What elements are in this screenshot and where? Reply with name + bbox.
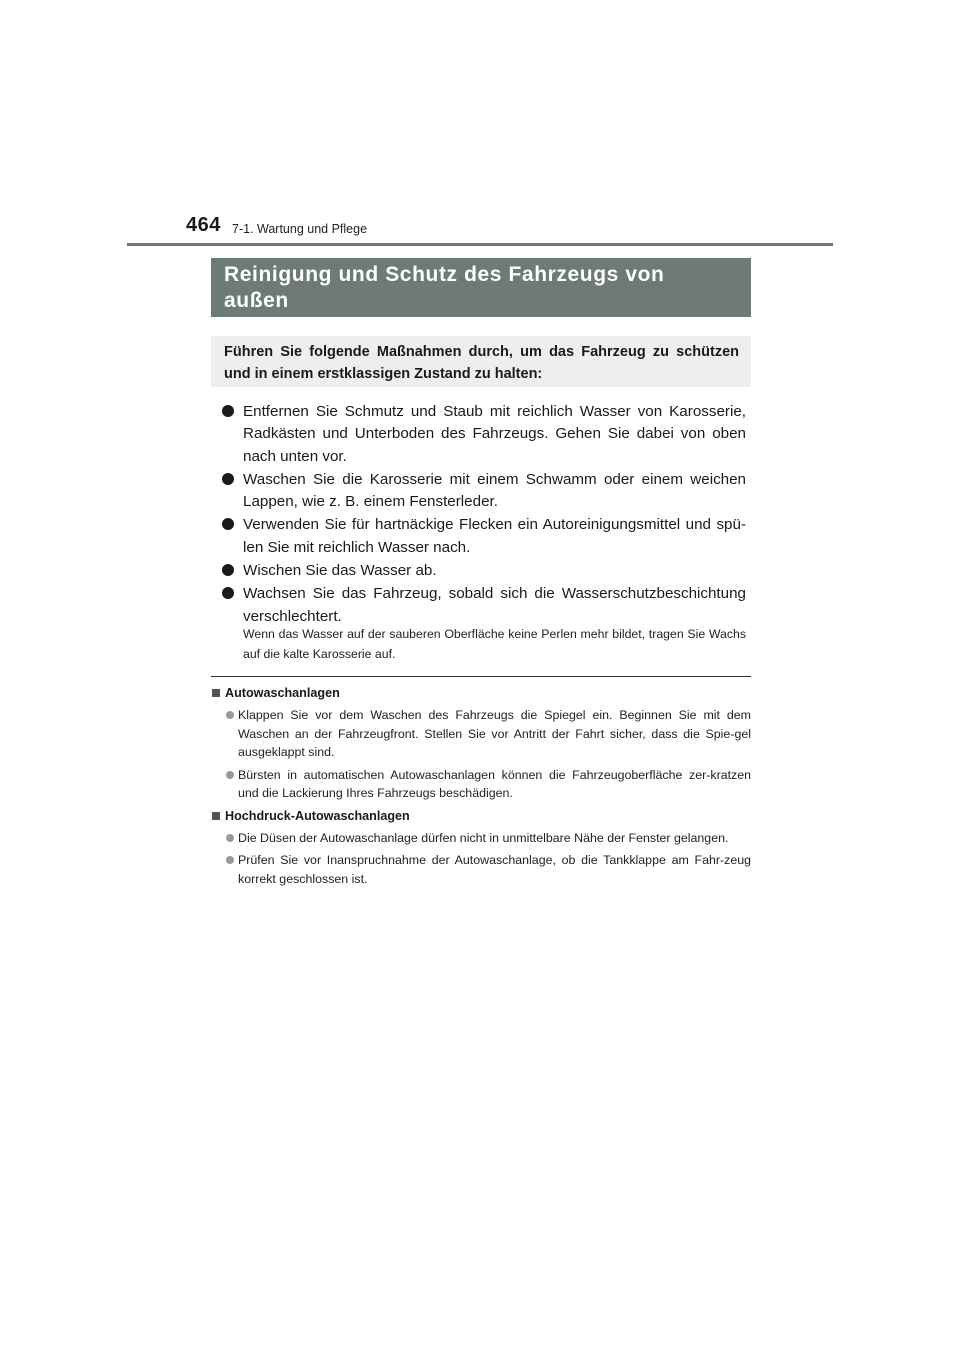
info-sections — [211, 684, 751, 892]
list-item — [222, 514, 746, 559]
info-heading — [211, 807, 751, 825]
list-item — [222, 583, 746, 628]
info-item — [211, 706, 751, 762]
list-item — [222, 469, 746, 514]
bullet-icon — [222, 405, 234, 417]
dot-bullet-icon — [226, 856, 234, 864]
dot-bullet-icon — [226, 834, 234, 842]
square-bullet-icon — [212, 689, 220, 697]
info-heading — [211, 684, 751, 702]
section-title-box — [211, 258, 751, 317]
dot-bullet-icon — [226, 771, 234, 779]
info-item-text: Klappen Sie vor dem Waschen des Fahrzeugs die Spiegel ein. Beginnen Sie mit dem Waschen an der Fahrzeugfront. Stellen Sie vor Antritt der Fahrt sicher, dass die Spie-gel ausgeklappt sind. — [238, 708, 751, 759]
dot-bullet-icon — [226, 711, 234, 719]
info-heading-text: Hochdruck-Autowaschanlagen — [225, 808, 410, 823]
info-list — [211, 706, 751, 803]
note-text: Wenn das Wasser auf der sauberen Oberfläche keine Perlen mehr bildet, tragen Sie Wachs auf die kalte Karosserie auf. — [243, 627, 746, 661]
info-item — [211, 766, 751, 803]
list-item-text: Waschen Sie die Karosserie mit einem Schwamm oder einem weichen Lappen, wie z. B. einem Fensterleder. — [243, 470, 746, 511]
info-item-text: Prüfen Sie vor Inanspruchnahme der Autowaschanlage, ob die Tankklappe am Fahr-zeug korrekt geschlossen ist. — [238, 853, 751, 886]
chapter-title: 7-1. Wartung und Pflege — [232, 222, 368, 236]
bullet-icon — [222, 518, 234, 530]
section-title-line-1: Reinigung und Schutz des Fahrzeugs von — [224, 263, 665, 286]
main-list — [222, 401, 746, 629]
list-item-text: Entfernen Sie Schmutz und Staub mit reichlich Wasser von Karosserie, Radkästen und Unterboden des Fahrzeugs. Gehen Sie dabei von oben nach unten vor. — [243, 403, 746, 465]
intro-box: Führen Sie folgende Maßnahmen durch, um das Fahrzeug zu schützen und in einem erstklassigen Zustand zu halten: — [211, 336, 751, 387]
section-title-line-2: außen — [224, 289, 289, 312]
header-rule — [127, 243, 833, 246]
bullet-icon — [222, 564, 234, 576]
list-item-text: Verwenden Sie für hartnäckige Flecken ein Autoreinigungsmittel und spü-len Sie mit reichlich Wasser nach. — [243, 516, 746, 556]
info-section — [211, 684, 751, 803]
list-item-text: Wachsen Sie das Fahrzeug, sobald sich die Wasserschutzbeschichtung verschlechtert. — [243, 585, 746, 625]
info-item — [211, 851, 751, 888]
info-item-text: Die Düsen der Autowaschanlage dürfen nicht in unmittelbare Nähe der Fenster gelangen. — [238, 830, 729, 845]
info-heading-text: Autowaschanlagen — [225, 686, 340, 700]
square-bullet-icon — [212, 812, 220, 820]
list-item-text: Wischen Sie das Wasser ab. — [243, 562, 437, 580]
list-item — [222, 560, 746, 582]
info-item-text: Bürsten in automatischen Autowaschanlagen können die Fahrzeugoberfläche zer-kratzen und die Lackierung Ihres Fahrzeugs beschädigen. — [238, 767, 751, 800]
info-list — [211, 829, 751, 889]
page-number: 464 — [186, 214, 221, 236]
info-section — [211, 807, 751, 889]
info-item — [211, 829, 751, 848]
bullet-icon — [222, 473, 234, 485]
section-divider — [211, 676, 751, 677]
list-item — [222, 401, 746, 468]
bullet-icon — [222, 587, 234, 599]
